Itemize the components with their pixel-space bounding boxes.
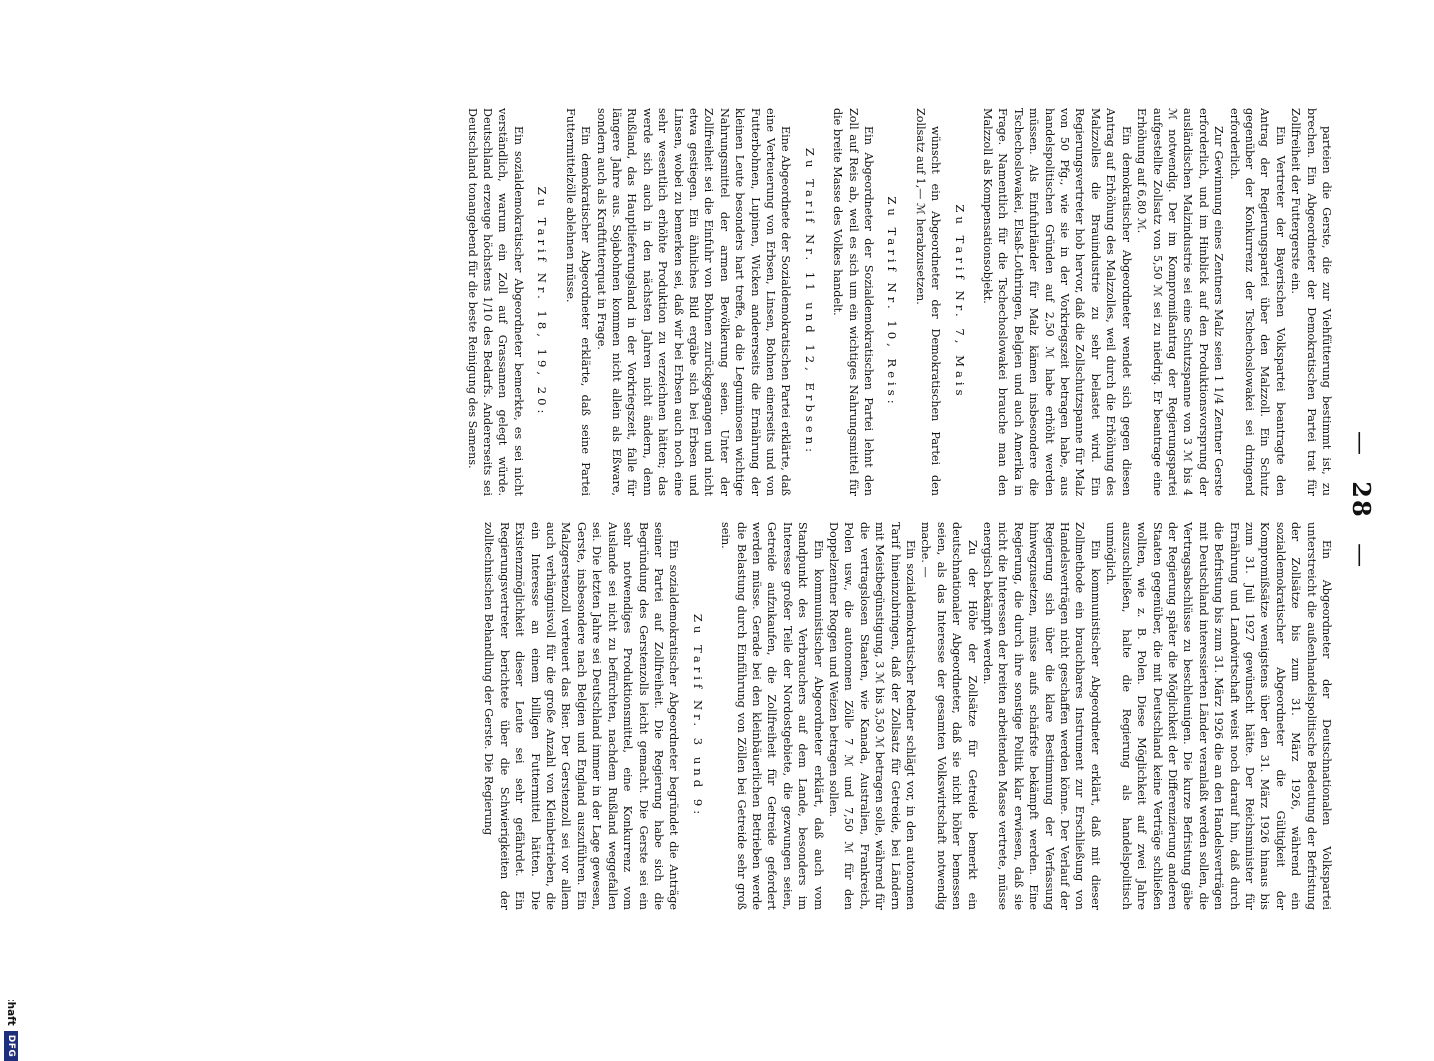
tariff-section-heading: Zu Tarif Nr. 3 und 9:: [690, 613, 705, 819]
body-paragraph: Ein demokratischer Abgeordneter erklärte, daß seine Partei Futtermittelzölle ablehnen müsse.: [563, 108, 593, 496]
body-paragraph: Ein kommunistischer Abgeordneter erklärt, daß auch vom Standpunkt des Verbrauchers auf dem Lande, besonders im Interesse großer Teile der Nordostgebiete, die gezwungen seien, Getreide aufzukaufen, die Zollfreiheit für Getreide gefordert werden müsse. Gerade bei den kleinbäuerlichen Betrieben werde die Belastung durch Einführung von Zöllen bei Getreide sehr groß sein.: [719, 522, 825, 910]
body-paragraph: Ein Abgeordneter der Deutschnationalen Volkspartei unterstreicht die außenhandelspolitische Bedeutung der Befristung der Zollsätze bis zum 31. März 1926, während ein sozialdemokratischer Abgeordneter die Gültigkeit der Kompromißsätze wenigstens über den 31. März 1926 hinaus bis zum 31. Juli 1927 gewünscht hätte. Der Reichsminister für Ernährung und Landwirtschaft weist noch darauf hin, daß durch die Befristung bis zum 31. März 1926 die an den Handelsverträgen mit Deutschland interessierten Länder veranlaßt werden sollen, die Vertragsabschlüsse zu beschleunigen. Die kurze Befristung gäbe der Regierung später die Möglichkeit der Differenzierung anderen Staaten gegenüber, die mit Deutschland keine Verträge schließen wollten, wie z. B. Polen. Diese Möglichkeit auf zwei Jahre auszuschließen, halte die Regierung als handelspolitisch unmöglich.: [1104, 522, 1333, 910]
header-dash-left: —: [1347, 430, 1375, 457]
body-paragraph: Zur Gewinnung eines Zentners Malz seien 1 1/4 Zentner Gerste erforderlich, und im Hinblick auf den Produktionsvorsprung der ausländischen Malzindustrie sei eine Schutzspanne von 3 ℳ bis 4 ℳ notwendig. Der im Kompromißantrag der Regierungspartei aufgestellte Zollsatz von 5,50 ℳ sei zu niedrig. Er beantrage eine Erhöhung auf 6,80 ℳ.: [1135, 108, 1226, 496]
page-number: 28: [1347, 481, 1376, 519]
body-paragraph: Ein sozialdemokratischer Redner schlägt vor, in den autonomen Tarif hineinzubringen, daß der Zollsatz für Getreide, bei Ländern mit Meistbegünstigung, 3 ℳ bis 3,50 ℳ betragen solle, während für die vertragslosen Staaten, wie Kanada, Australien, Frankreich, Polen usw., die autonomen Zölle 7 ℳ und 7,50 ℳ für den Doppelzentner Roggen und Weizen betragen sollen.: [827, 522, 918, 910]
tariff-section-heading: Zu Tarif Nr. 18, 19, 20:: [535, 186, 550, 418]
tariff-section-heading: Zu Tarif Nr. 7, Mais: [952, 204, 967, 400]
body-paragraph: Ein Vertreter der Bayerischen Volkspartei beantragte den Antrag der Regierungspartei über den Malzzoll. Ein Schutz gegenüber der Konkurrenz der Tschechoslowakei sei dringend erforderlich.: [1227, 108, 1287, 496]
header-dash-right: —: [1347, 543, 1375, 570]
body-paragraph: Ein demokratischer Abgeordneter wendet sich gegen diesen Antrag auf Erhöhung des Malzzolles, weil durch die Erhöhung des Malzzolles die Brauindustrie zu sehr belastet wird. Ein Regierungsvertreter hob hervor, daß die Zollschutzspanne für Malz von 50 Pfg., wie sie in der Vorkriegszeit betragen habe, aus handelspolitischen Gründen auf 2,50 ℳ habe erhöht werden müssen. Als Einfuhrländer für Malz kämen insbesondere die Tschechoslowakei, Elsaß-Lothringen, Belgien und auch Amerika in Frage. Namentlich für die Tschechoslowakei brauche man den Malzzoll als Kompensationsobjekt.: [981, 108, 1133, 496]
body-paragraph: Ein sozialdemokratischer Abgeordneter begründet die Anträge seiner Partei auf Zollfreiheit. Die Regierung habe sich die Begründung des Gerstenzolls leicht gemacht. Die Gerste sei ein sehr notwendiges Produktionsmittel, eine Konkurrenz vom Auslande sei nicht zu befürchten, nachdem Rußland weggefallen sei. Die letzten Jahre sei Deutschland immer in der Lage gewesen, Gerste, insbesondere nach Belgien und England auszuführen. Ein Malzgerstenzoll verteuert das Bier. Der Gerstenzoll sei vor allem auch verhängnisvoll für die große Anzahl von Kleinbetrieben, die ein Interesse an einem billigen Futtermittel hätten. Die Existenzmöglichkeit dieser Leute sei sehr gefährdet. Ein Regierungsvertreter berichtete über die Schwierigkeiten der zolltechnischen Behandlung der Gerste. Die Regierung: [482, 522, 681, 910]
body-paragraph: parteien die Gerste, die zur Viehfütterung bestimmt ist, zu brechen. Ein Abgeordneter der Demokratischen Partei trat für Zollfreiheit der Futtergerste ein.: [1289, 108, 1333, 496]
left-text-column: [464, 108, 1334, 496]
body-paragraph: wünscht ein Abgeordneter der Demokratischen Partei den Zollsatz auf 1,— ℳ herabzusetzen.: [913, 108, 943, 496]
dfg-logo: DFG: [4, 1031, 18, 1061]
body-paragraph: Eine Abgeordnete der Sozialdemokratischen Partei erklärte, daß eine Verteuerung von Erbsen, Linsen, Bohnen einerseits und von Futterbohnen, Lupinen, Wicken andererseits die Ernährung der kleinen Leute besonders hart treffe, da die Leguminosen wichtige Nahrungsmittel der armen Bevölkerung seien. Unter der Zollfreiheit sei die Einfuhr von Bohnen zurückgegangen und nicht etwa gestiegen. Ein ähnliches Bild ergäbe sich bei Erbsen und Linsen, wobei zu bemerken sei, daß wir bei Erbsen auch noch eine sehr wesentlich erhöhte Produktion zu verzeichnen hätten; das werde sich auch in den nächsten Jahren nicht ändern, denn Rußland, das Hauptlieferungsland in der Vorkriegszeit, falle für längere Jahre aus. Sojabohnen kommen nicht allein als Eßware, sondern auch als Kraftfutterquat in Frage.: [594, 108, 793, 496]
tariff-section-heading: Zu Tarif Nr. 10, Reis:: [885, 196, 900, 408]
body-paragraph: Ein kommunistischer Abgeordneter erklärt, daß mit dieser Zollmethode ein brauchbares Instrument zur Erschließung von Handelsverträgen nicht geschaffen werden könne. Der Verlauf der Regierung sich über die klare Bestimmung der Verfassung hinwegzusetzen, müsse aufs schärfste bekämpft werden. Eine Regierung, die durch ihre sonstige Politik klar erwiesen, daß sie nicht die Interessen der breiten arbeitenden Masse vertrete, müsse energisch bekämpft werden.: [981, 522, 1102, 910]
page-header: [1347, 0, 1376, 1000]
body-paragraph: Ein Abgeordneter der Sozialdemokratischen Partei lehnt den Zoll auf Reis ab, weil es sich um ein wichtiges Nahrungsmittel für die breite Masse des Volkes handelt.: [831, 108, 876, 496]
tariff-section-heading: Zu Tarif Nr. 11 und 12, Erbsen:: [802, 147, 817, 457]
body-paragraph: Zu der Höhe der Zollsätze für Getreide bemerkt ein deutschnationaler Abgeordneter, daß sie nicht höher bemessen seien, als das Interesse der gesamten Volkswirtschaft notwendig mache. —: [919, 522, 979, 910]
body-paragraph: Ein sozialdemokratischer Abgeordneter bemerkte, es sei nicht verständlich, warum ein Zoll auf Grassamen gelegt würde. Deutschland erzeuge höchstens 1/10 des Bedarfs. Andererseits sei Deutschland tonangebend für die beste Reinigung des Samens.: [465, 108, 525, 496]
right-text-column: [481, 522, 1334, 910]
